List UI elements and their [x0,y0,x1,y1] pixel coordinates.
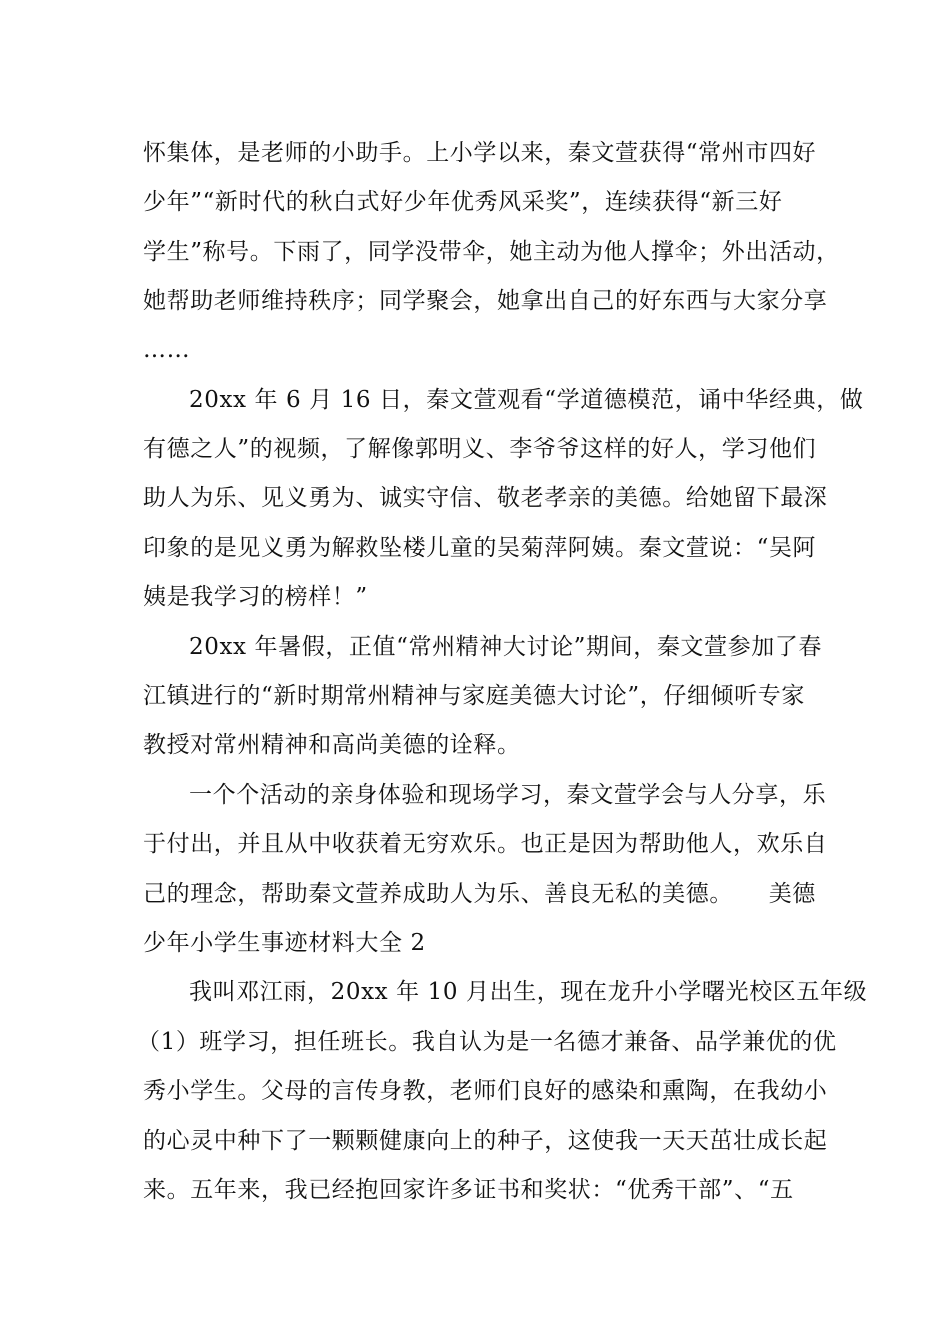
section-title: 少年小学生事迹材料大全 2 [143,930,426,956]
text-line: 有德之人”的视频，了解像郭明义、李爷爷这样的好人，学习他们 [143,436,817,462]
text-line: 于付出，并且从中收获着无穷欢乐。也正是因为帮助他人，欢乐自 [143,831,828,857]
text-line: 来。五年来，我已经抱回家许多证书和奖状：“优秀干部”、“五 [143,1177,794,1203]
text-line: 20xx 年 6 月 16 日，秦文萱观看“学道德模范，诵中华经典，做 [189,387,864,413]
text-line: 教授对常州精神和高尚美德的诠释。 [143,732,521,758]
text-line: 印象的是见义勇为解救坠楼儿童的吴菊萍阿姨。秦文萱说：“吴阿 [143,535,817,561]
text-line: 己的理念，帮助秦文萱养成助人为乐、善良无私的美德。 美德 [143,881,816,907]
text-line: 姨是我学习的榜样！” [143,584,368,610]
text-line: 少年”“新时代的秋白式好少年优秀风采奖”，连续获得“新三好 [143,189,783,215]
text-line: （1）班学习，担任班长。我自认为是一名德才兼备、品学兼优的优 [137,1029,837,1055]
text-line: 她帮助老师维持秩序；同学聚会，她拿出自己的好东西与大家分享 [143,288,828,314]
text-line: 秀小学生。父母的言传身教，老师们良好的感染和熏陶，在我幼小 [143,1078,828,1104]
text-line: 学生”称号。下雨了，同学没带伞，她主动为他人撑伞；外出活动， [143,239,840,265]
text-line: 的心灵中种下了一颗颗健康向上的种子，这使我一天天茁壮成长起 [143,1128,828,1154]
text-line: 助人为乐、见义勇为、诚实守信、敬老孝亲的美德。给她留下最深 [143,485,828,511]
text-line: …… [143,337,191,363]
text-line: 我叫邓江雨，20xx 年 10 月出生，现在龙升小学曙光校区五年级 [189,979,868,1005]
text-line: 一个个活动的亲身体验和现场学习，秦文萱学会与人分享，乐 [189,782,827,808]
text-line: 江镇进行的“新时期常州精神与家庭美德大讨论”，仔细倾听专家 [143,683,805,709]
text-line: 20xx 年暑假，正值“常州精神大讨论”期间，秦文萱参加了春 [189,634,823,660]
text-line: 怀集体，是老师的小助手。上小学以来，秦文萱获得“常州市四好 [143,140,817,166]
